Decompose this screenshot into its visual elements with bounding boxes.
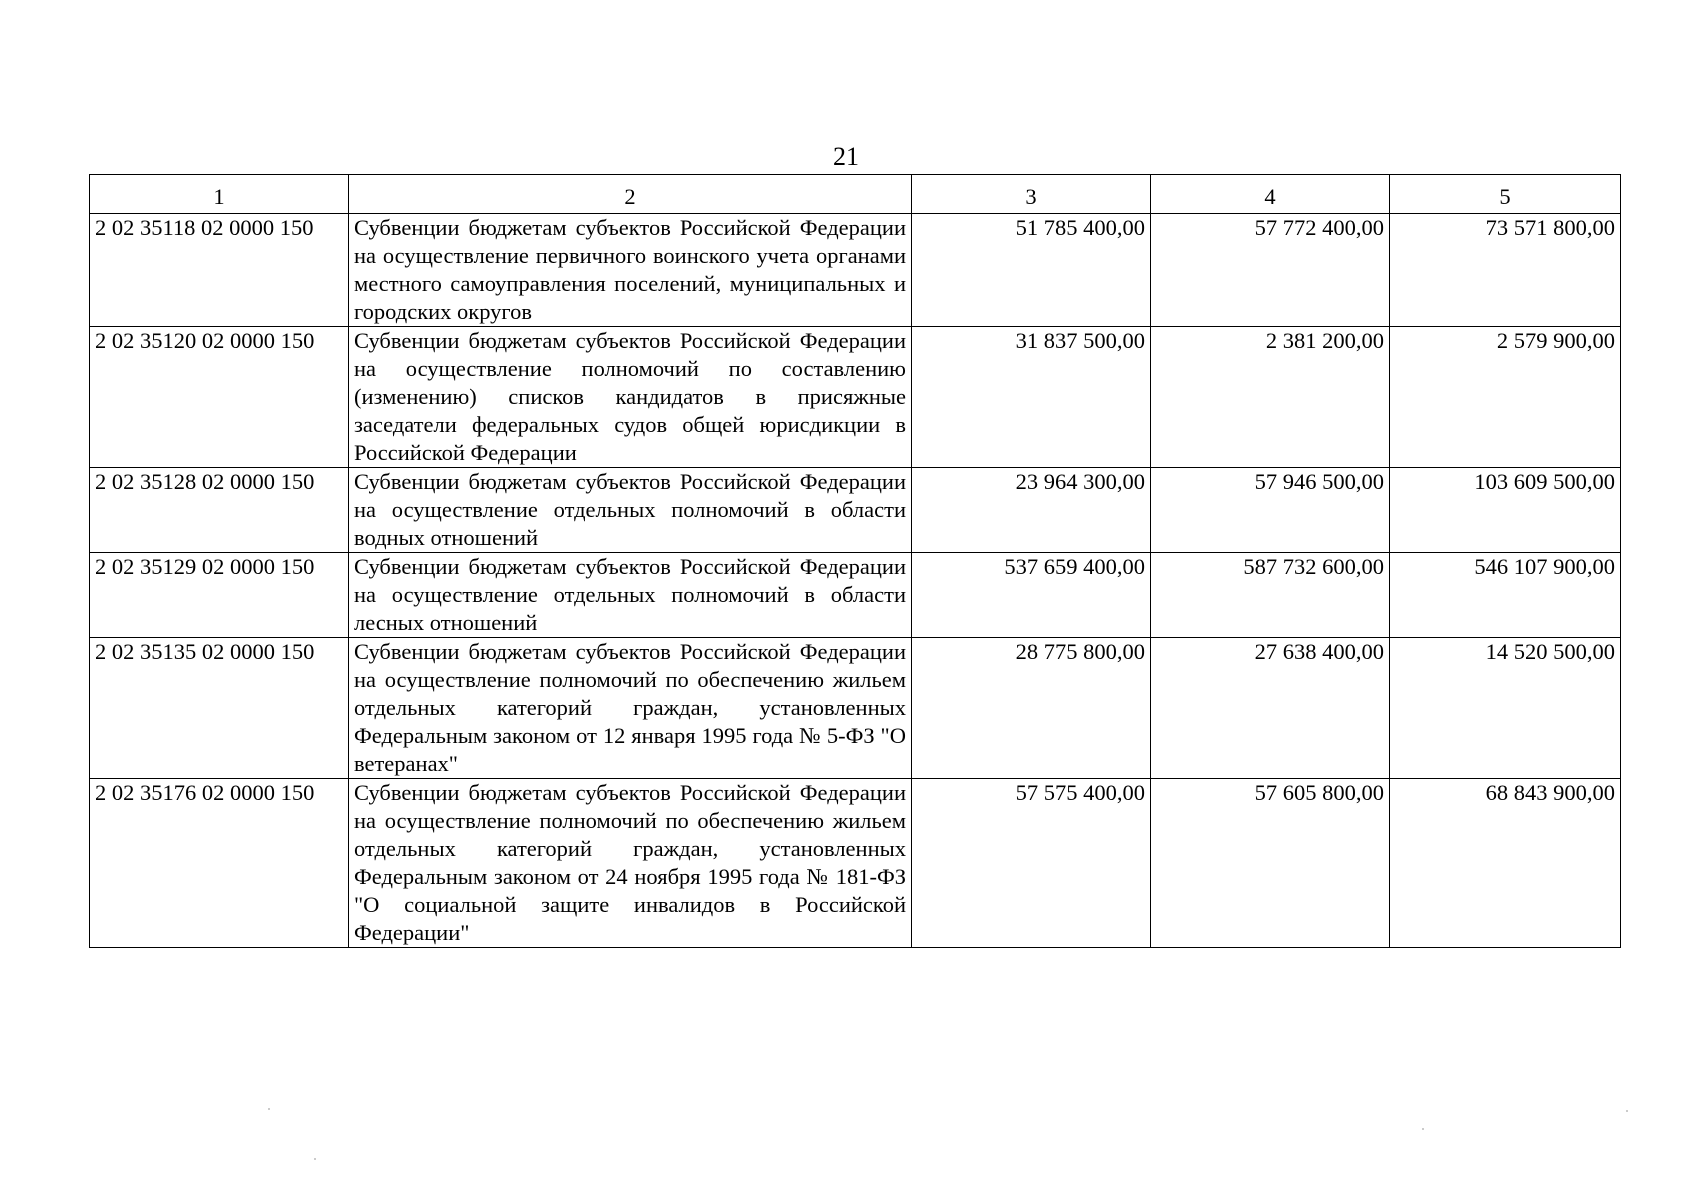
amount-col-3: 31 837 500,00 <box>912 327 1151 468</box>
table-row <box>90 327 1621 468</box>
amount-col-4: 2 381 200,00 <box>1151 327 1390 468</box>
amount-col-3: 28 775 800,00 <box>912 638 1151 779</box>
amount-col-3: 23 964 300,00 <box>912 468 1151 553</box>
amount-col-4: 587 732 600,00 <box>1151 553 1390 638</box>
budget-code: 2 02 35135 02 0000 150 <box>90 638 349 779</box>
row-description: Субвенции бюджетам субъектов Российской Федерации на осуществление первичного воинского учета органами местного самоуправления поселений, муниципальных и городских округов <box>349 214 912 327</box>
amount-col-3: 51 785 400,00 <box>912 214 1151 327</box>
scan-speck <box>1626 1110 1628 1112</box>
amount-col-5: 2 579 900,00 <box>1390 327 1621 468</box>
row-description: Субвенции бюджетам субъектов Российской Федерации на осуществление полномочий по обеспечению жильем отдельных категорий граждан, установленных Федеральным законом от 24 ноября 1995 года № 181-ФЗ "О социальной защите инвалидов в Российской Федерации" <box>349 779 912 948</box>
row-description: Субвенции бюджетам субъектов Российской Федерации на осуществление полномочий по составлению (изменению) списков кандидатов в присяжные заседатели федеральных судов общей юрисдикции в Российской Федерации <box>349 327 912 468</box>
amount-col-5: 546 107 900,00 <box>1390 553 1621 638</box>
amount-col-4: 27 638 400,00 <box>1151 638 1390 779</box>
column-header-3: 3 <box>912 175 1151 214</box>
column-header-5: 5 <box>1390 175 1621 214</box>
scan-speck <box>1422 1128 1424 1130</box>
budget-code: 2 02 35176 02 0000 150 <box>90 779 349 948</box>
budget-code: 2 02 35120 02 0000 150 <box>90 327 349 468</box>
row-description: Субвенции бюджетам субъектов Российской Федерации на осуществление полномочий по обеспечению жильем отдельных категорий граждан, установленных Федеральным законом от 12 января 1995 года № 5-ФЗ "О ветеранах" <box>349 638 912 779</box>
amount-col-5: 73 571 800,00 <box>1390 214 1621 327</box>
row-description: Субвенции бюджетам субъектов Российской Федерации на осуществление отдельных полномочий в области водных отношений <box>349 468 912 553</box>
amount-col-4: 57 605 800,00 <box>1151 779 1390 948</box>
amount-col-3: 537 659 400,00 <box>912 553 1151 638</box>
amount-col-5: 103 609 500,00 <box>1390 468 1621 553</box>
scan-speck <box>268 1108 270 1110</box>
page-number: 21 <box>833 142 859 171</box>
table-row <box>90 214 1621 327</box>
row-description: Субвенции бюджетам субъектов Российской Федерации на осуществление отдельных полномочий в области лесных отношений <box>349 553 912 638</box>
amount-col-4: 57 946 500,00 <box>1151 468 1390 553</box>
amount-col-4: 57 772 400,00 <box>1151 214 1390 327</box>
table-row <box>90 638 1621 779</box>
amount-col-5: 68 843 900,00 <box>1390 779 1621 948</box>
budget-code: 2 02 35118 02 0000 150 <box>90 214 349 327</box>
table-row <box>90 553 1621 638</box>
table-header-row <box>90 175 1621 214</box>
table-row <box>90 468 1621 553</box>
budget-table <box>89 174 1621 948</box>
budget-code: 2 02 35128 02 0000 150 <box>90 468 349 553</box>
column-header-1: 1 <box>90 175 349 214</box>
column-header-4: 4 <box>1151 175 1390 214</box>
amount-col-3: 57 575 400,00 <box>912 779 1151 948</box>
amount-col-5: 14 520 500,00 <box>1390 638 1621 779</box>
column-header-2: 2 <box>349 175 912 214</box>
table-row <box>90 779 1621 948</box>
budget-code: 2 02 35129 02 0000 150 <box>90 553 349 638</box>
scan-speck <box>314 1158 316 1160</box>
